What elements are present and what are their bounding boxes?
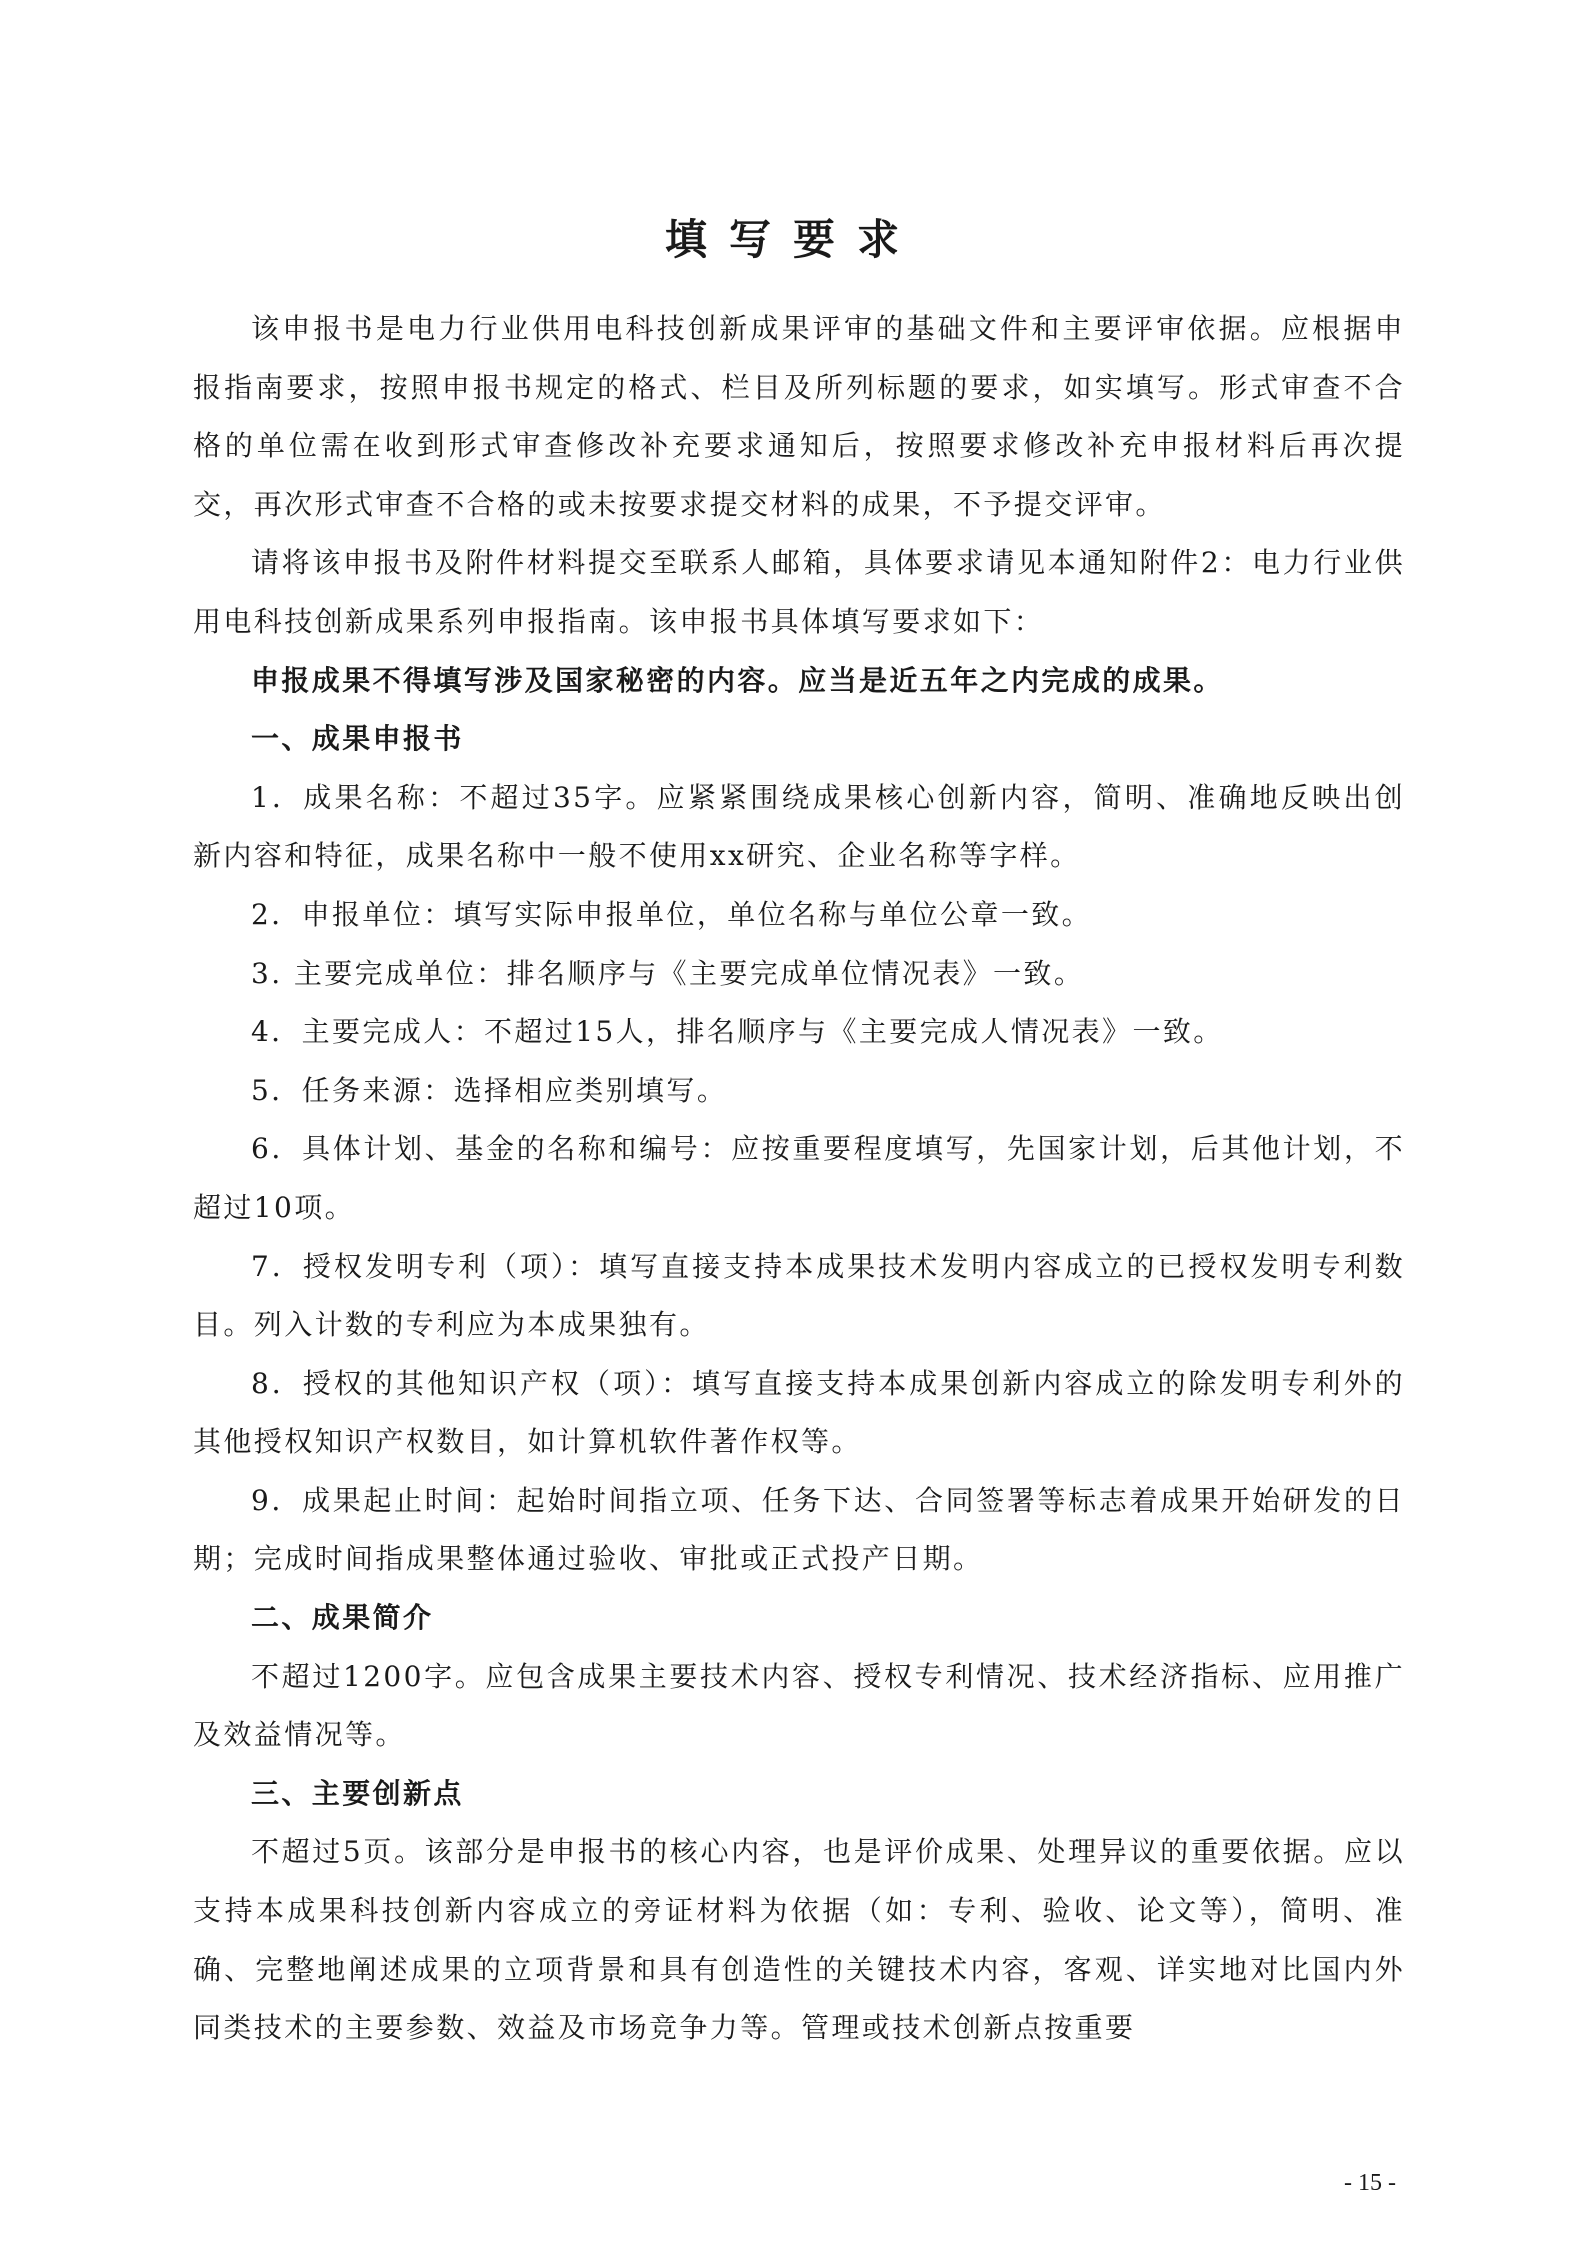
page-title: 填写要求 <box>664 215 921 264</box>
paragraph-notice: 申报成果不得填写涉及国家秘密的内容。应当是近五年之内完成的成果。 <box>251 663 1224 697</box>
paragraph-summary: 不超过1200字。应包含成果主要技术内容、授权专利情况、技术经济指标、应用推广及效益情况等。 <box>193 1659 1405 1752</box>
section-heading-1: 一、成果申报书 <box>251 722 464 756</box>
list-item-1: 1．成果名称：不超过35字。应紧紧围绕成果核心创新内容，简明、准确地反映出创新内容和特征，成果名称中一般不使用xx研究、企业名称等字样。 <box>193 780 1405 873</box>
list-item-3: 3. 主要完成单位：排名顺序与《主要完成单位情况表》一致。 <box>251 956 1085 990</box>
list-item-9: 9．成果起止时间：起始时间指立项、任务下达、合同签署等标志着成果开始研发的日期；完成时间指成果整体通过验收、审批或正式投产日期。 <box>193 1483 1405 1576</box>
paragraph-intro: 该申报书是电力行业供用电科技创新成果评审的基础文件和主要评审依据。应根据申报指南要求，按照申报书规定的格式、栏目及所列标题的要求，如实填写。形式审查不合格的单位需在收到形式审查修改补充要求通知后，按照要求修改补充申报材料后再次提交，再次形式审查不合格的或未按要求提交材料的成果，不予提交评审。 <box>193 312 1405 521</box>
section-heading-3: 三、主要创新点 <box>251 1776 464 1810</box>
list-item-4: 4．主要完成人：不超过15人，排名顺序与《主要完成人情况表》一致。 <box>251 1015 1224 1049</box>
list-item-2: 2．申报单位：填写实际申报单位，单位名称与单位公章一致。 <box>251 897 1093 931</box>
list-item-7: 7．授权发明专利（项）：填写直接支持本成果技术发明内容成立的已授权发明专利数目。列入计数的专利应为本成果独有。 <box>193 1249 1405 1342</box>
section-heading-2: 二、成果简介 <box>251 1601 434 1635</box>
list-item-5: 5．任务来源：选择相应类别填写。 <box>251 1073 728 1107</box>
list-item-6: 6．具体计划、基金的名称和编号：应按重要程度填写，先国家计划，后其他计划，不超过10项。 <box>193 1132 1405 1224</box>
document-body <box>193 300 1405 2058</box>
list-item-8: 8．授权的其他知识产权（项）：填写直接支持本成果创新内容成立的除发明专利外的其他授权知识产权数目，如计算机软件著作权等。 <box>193 1366 1405 1459</box>
paragraph-innovation: 不超过5页。该部分是申报书的核心内容，也是评价成果、处理异议的重要依据。应以支持本成果科技创新内容成立的旁证材料为依据（如：专利、验收、论文等），简明、准确、完整地阐述成果的立项背景和具有创造性的关键技术内容，客观、详实地对比国内外同类技术的主要参数、效益及市场竞争力等。管理或技术创新点按重要 <box>193 1835 1405 2045</box>
paragraph-submission: 请将该申报书及附件材料提交至联系人邮箱，具体要求请见本通知附件2：电力行业供用电科技创新成果系列申报指南。该申报书具体填写要求如下： <box>193 546 1405 638</box>
page-number: - 15 - <box>1344 2170 1396 2196</box>
